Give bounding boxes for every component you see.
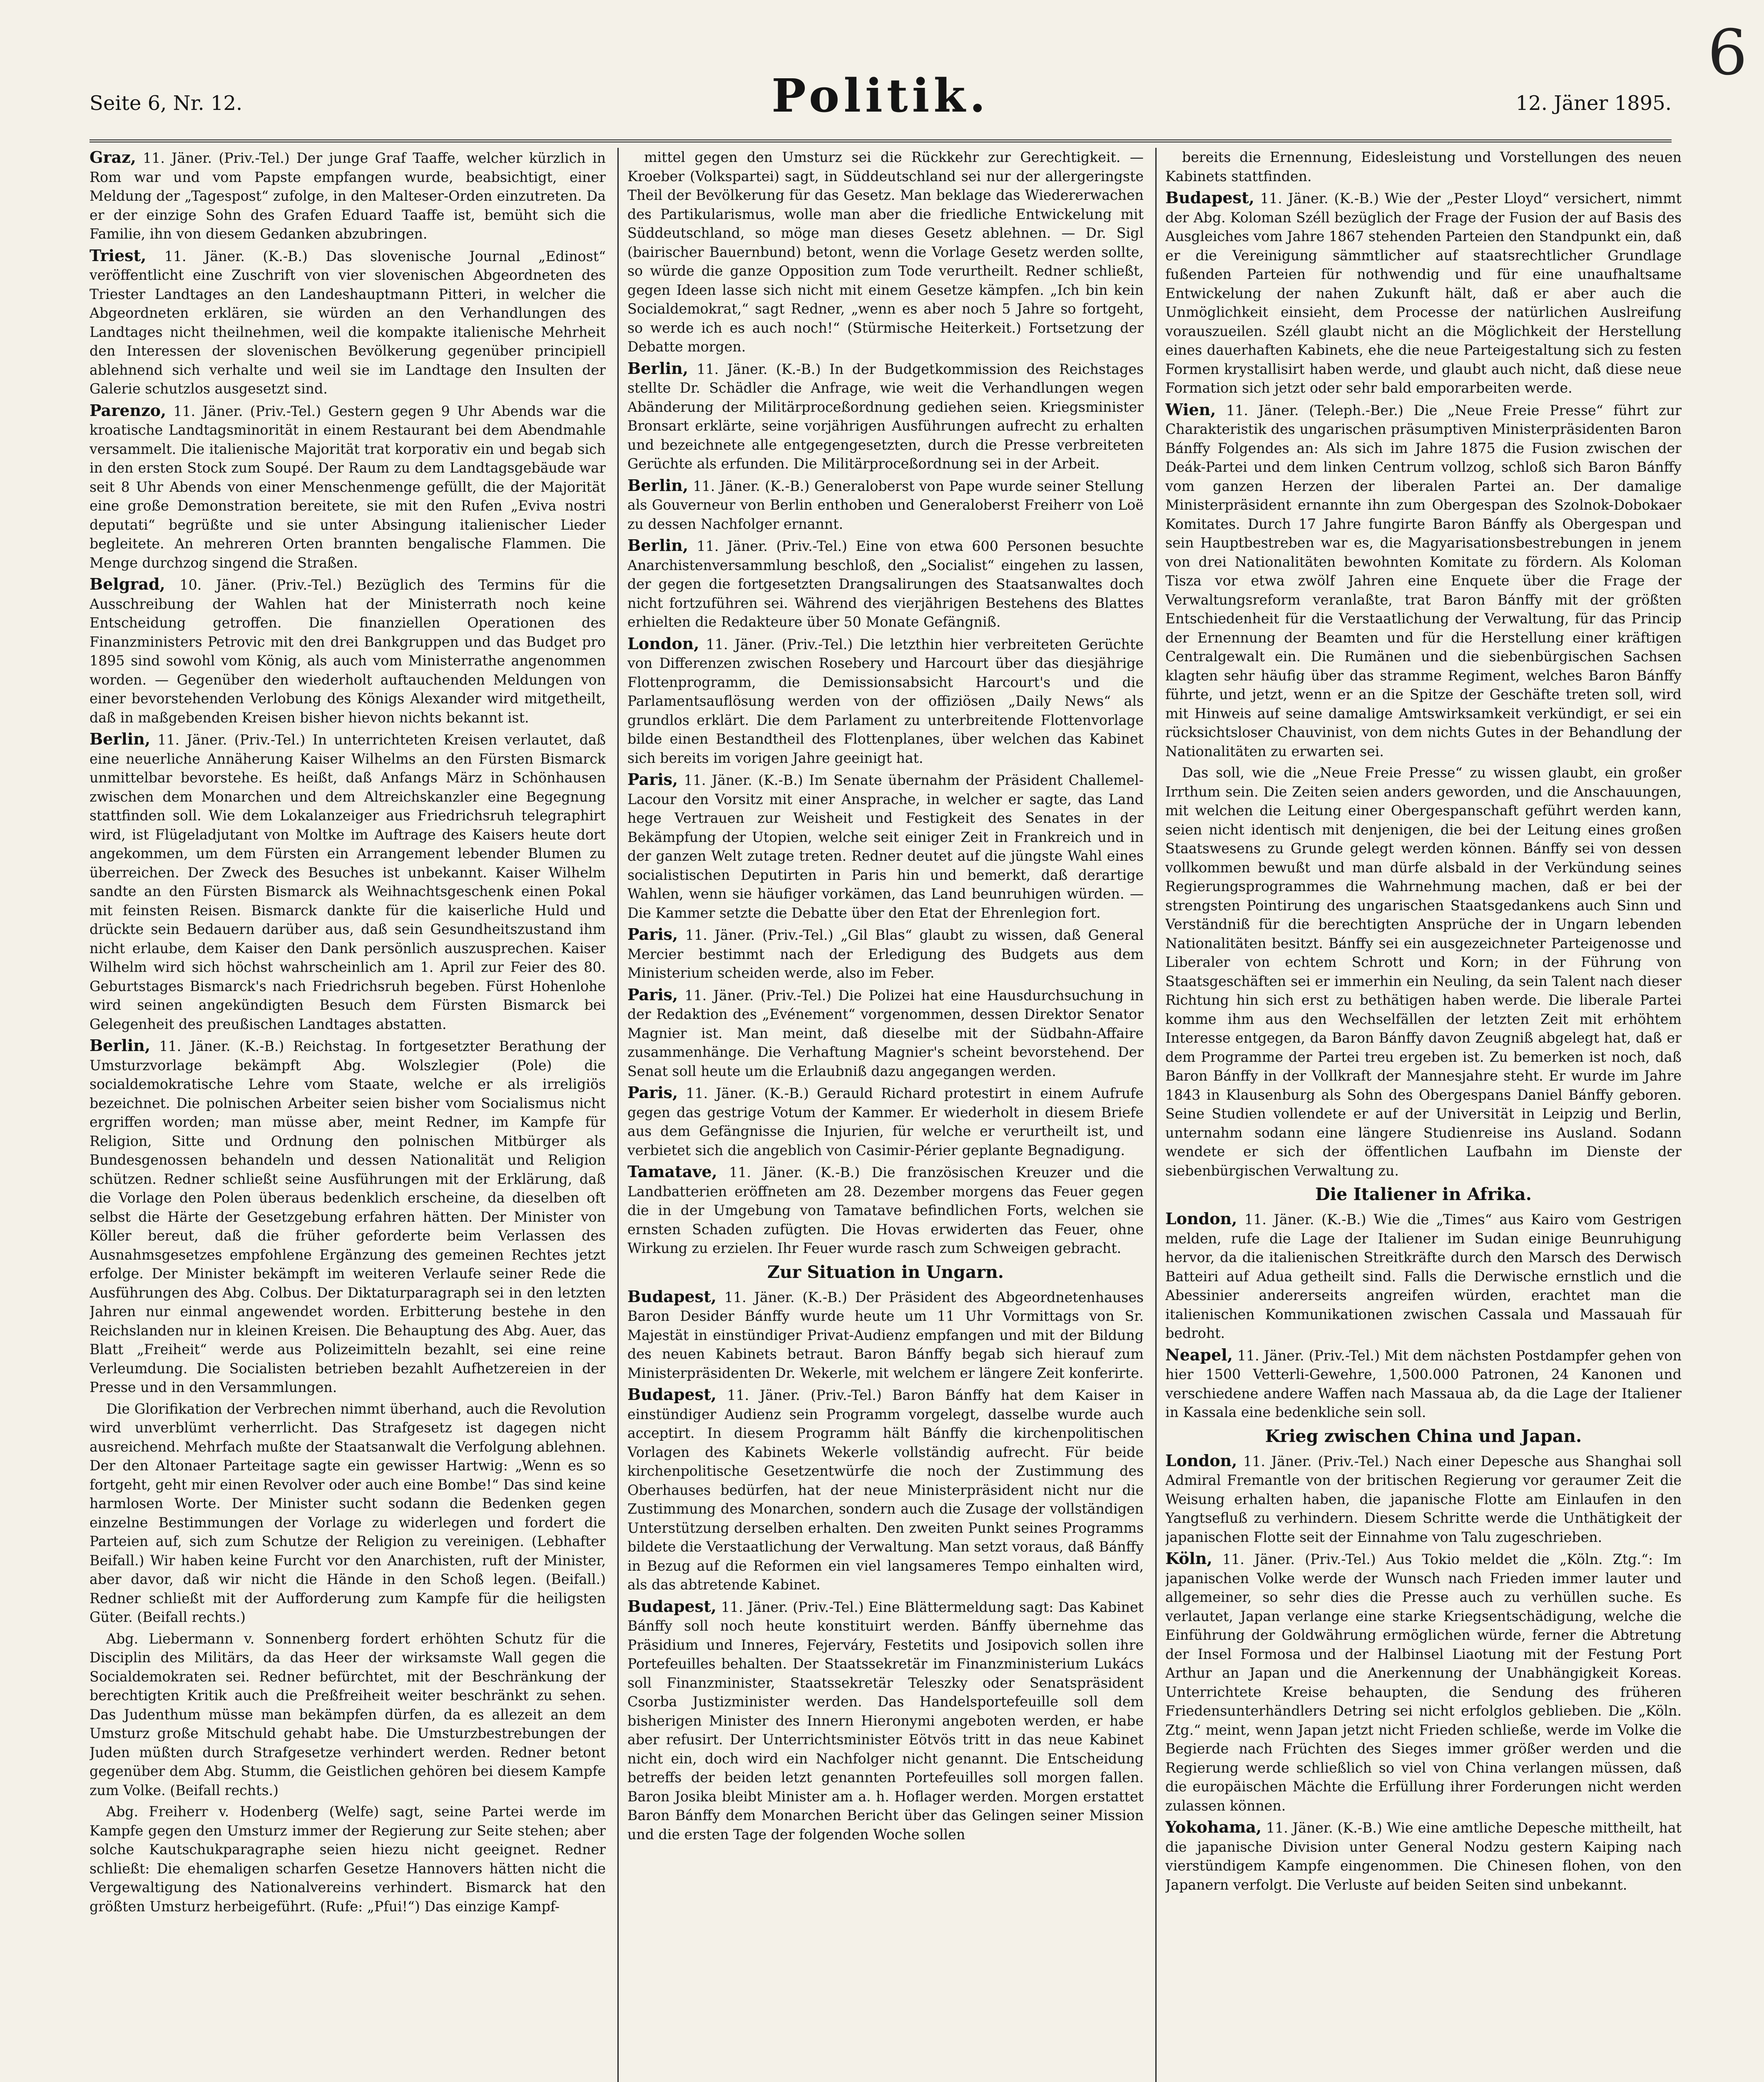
news-item [627, 770, 1144, 922]
news-text: 11. Jäner. (Priv.-Tel.) Die letzthin hier verbreiteten Gerüchte von Differenzen zwischen Rosebery und Harcourt über das diesjährige Flottenprogramm, die Demissionsabsicht Harcourt's und die Parlamentsauflösung werden von der offiziösen „Daily News“ als grundlos erklärt. Die dem Parlament zu unterbreitende Flottenvorlage bilde einen Bestandtheil des Flottenplanes, über welchen das Kabinet sich bereits im vorigen Jahre geeinigt hat. [627, 636, 1144, 766]
news-item [1165, 188, 1682, 398]
news-item [90, 148, 606, 244]
dateline: Berlin, [90, 730, 151, 748]
dateline: Paris, [627, 1083, 678, 1102]
news-text: Abg. Liebermann v. Sonnenberg fordert erhöhten Schutz für die Disciplin des Militärs, da das Heer der wirksamste Wall gegen die Socialdemokraten sei. Redner befürchtet, mit der Beschränkung der berechtigten Kritik auch die Preßfreiheit weiter beschränkt zu sehen. Das Judenthum müsse man bekämpfen dürfen, da es allezeit an dem Umsturz große Mitschuld gehabt habe. Die Umsturzbestrebungen der Juden müßten durch Strafgesetze verhindert werden. Redner betont gegenüber dem Abg. Stumm, die Geistlichen gehören bei diesem Kampfe zum Volke. (Beifall rechts.) [90, 1630, 606, 1798]
column-right [1165, 148, 1682, 2082]
news-text: 11. Jäner. (K.-B.) Wie der „Pester Lloyd“ versichert, nimmt der Abg. Koloman Széll bezüglich der Frage der Fusion der auf Basis des Ausgleiches vom Jahre 1867 stehenden Parteien den Standpunkt ein, daß er die Vereinigung sämmtlicher auf staatsrechtlicher Grundlage fußenden Parteien für nothwendig und für eine unaufhaltsame Entwickelung der nahen Zukunft hält, daß er aber auch die Unmöglichkeit einsieht, dem Processe der natürlichen Auslreifung vorauszueilen. Széll glaubt nicht an die Möglichkeit der Herstellung eines dauerhaften Kabinets, ehe die neue Parteigestaltung sich zu festen Formen krystallisirt haben werde, und glaubt auch nicht, daß diese neue Formation sich jetzt oder sehr bald emporarbeiten werde. [1165, 190, 1682, 396]
news-item [90, 401, 606, 573]
section-heading: Zur Situation in Ungarn. [767, 1262, 1004, 1282]
news-item [1165, 1451, 1682, 1547]
news-text: 11. Jäner. (Priv.-Tel.) Gestern gegen 9 Uhr Abends war die kroatische Landtagsminorität in einem Restaurant bei dem Abendmahle versammelt. Die italienische Majorität trat korporativ ein und begab sich in den ersten Stock zum Soupé. Der Raum zu dem Landtagsgebäude war seit 8 Uhr Abends von einer Menschenmenge gefüllt, die der Majorität eine große Demonstration bereitete, sie mit den Rufen „Eviva nostri deputati“ begrüßte und sie unter Absingung italienischer Lieder begleitete. An mehreren Orten brannten bengalische Flammen. Die Menge durchzog singend die Straßen. [90, 403, 606, 571]
news-item [627, 1287, 1144, 1383]
news-text: 11. Jäner. (Priv.-Tel.) Eine Blättermeldung sagt: Das Kabinet Bánffy soll noch heute konstituirt werden. Bánffy übernehme das Präsidium und Inneres, Fejerváry, Festetits und Josipovich sollen ihre Portefeuilles behalten. Der Staatssekretär im Finanzministerium Lukács soll Finanzminister, Staatssekretär Teleszky oder Senatspräsident Csorba Justizminister werden. Das Handelsportefeuille soll dem bisherigen Minister des Innern Hieronymi angeboten werden, er habe aber refusirt. Der Unterrichtsminister Eötvös tritt in das neue Kabinet nicht ein, doch wird ein Nachfolger nicht genannt. Die Entscheidung betreffs der beiden letzt genannten Portefeuilles soll morgen fallen. Baron Josika bleibt Minister am a. h. Hoflager werden. Morgen erstattet Baron Bánffy dem Monarchen Bericht über das Gelingen seiner Mission und die ersten Tage der folgenden Woche sollen [627, 1599, 1144, 1843]
dateline: Köln, [1165, 1549, 1212, 1568]
news-item [90, 730, 606, 1034]
news-item [627, 925, 1144, 983]
news-item [90, 1802, 606, 1916]
news-text: 11. Jäner. (Priv.-Tel.) In unterrichteten Kreisen verlautet, daß eine neuerliche Annäherung Kaiser Wilhelms an den Fürsten Bismarck unmittelbar bevorstehe. Es heißt, daß Anfangs März in Schönhausen zwischen dem Monarchen und dem Altreichskanzler eine Begegnung stattfinden soll. Wie dem Lokalanzeiger aus Friedrichsruh telegraphirt wird, ist Flügeladjutant von Moltke im Auftrage des Kaisers heute dort angekommen, um dem Fürsten ein Arrangement lebender Blumen zu überreichen. Der Zweck des Besuches ist unbekannt. Kaiser Wilhelm sandte an den Fürsten Bismarck als Weihnachtsgeschenk einen Pokal mit feinsten Reisen. Bismarck dankte für die kaiserliche Huld und drückte sein Bedauern darüber aus, daß sein Gesundheitszustand ihm nicht erlaube, dem Kaiser den Dank persönlich auszusprechen. Kaiser Wilhelm wird sich höchst wahrscheinlich am 1. April zur Feier des 80. Geburtstages Bismarck's nach Friedrichsruh begeben. Fürst Hohenlohe wird seinen angekündigten Besuch dem Fürsten Bismarck bei Gelegenheit des preußischen Landtages abstatten. [90, 732, 606, 1032]
news-item [1165, 763, 1682, 1180]
dateline: Paris, [627, 925, 678, 944]
news-item [1165, 148, 1682, 186]
news-text: 11. Jäner. (K.-B.) Reichstag. In fortgesetzter Berathung der Umsturzvorlage bekämpft Abg. Wolszlegier (Pole) die socialdemokratische Lehre vom Staate, welche er als irreligiös bezeichnet. Die polnischen Arbeiter seien bisher vom Socialismus nicht ergriffen worden; man müsse aber, meint Redner, im Kampfe für Religion, Sitte und Ordnung den polnischen Mitbürger als Bundesgenossen behandeln und dessen Nationalität und Religion schützen. Redner schließt seine Ausführungen mit der Erklärung, daß die Vorlage den Polen überaus bedenklich erscheine, da dieselben oft selbst die Härte der Gesetzgebung erfahren hätten. Der Minister von Köller bereut, daß die früher geforderte beim Verlassen des Ausnahmsgesetzes empfohlene Ergänzung des gemeinen Rechtes jetzt erfolge. Der Minister bekämpft im weiteren Verlaufe seiner Rede die Ausführungen des Abg. Colbus. Der Diktaturparagraph sei in den letzten Jahren nur einmal angewendet worden. Erbitterung bestehe in den Reichslanden nur in kleinen Kreisen. Die Behauptung des Abg. Auer, das Blatt „Freiheit“ werde aus Polizeimitteln bezahlt, sei eine reine Verleumdung. Die Socialisten betrieben bezahlt Aufhetzereien in der Presse und in den Versammlungen. [90, 1038, 606, 1395]
news-item [1165, 1345, 1682, 1422]
news-text: 11. Jäner. (Priv.-Tel.) Eine von etwa 600 Personen besuchte Anarchistenversammlung beschloß, den „Socialist“ eingehen zu lassen, der gegen die fortgesetzten Drangsalirungen des Staatsanwaltes doch nicht fortzuführen sei. Während des vierjährigen Bestehens des Blattes erhielten die Redakteure über 50 Monate Gefängniß. [627, 538, 1144, 630]
news-text: 11. Jäner. (Priv.-Tel.) Aus Tokio meldet die „Köln. Ztg.“: Im japanischen Volke werde der Wunsch nach Frieden immer lauter und allgemeiner, so sehr dies die Presse auch zu verhüllen suche. Es verlautet, Japan verlange eine starke Kriegsentschädigung, welche die Einführung der Goldwährung ermöglichen würde, ferner die Abtretung der Insel Formosa und der Halbinsel Liaotung mit der Festung Port Arthur an Japan und die Anerkennung der Unabhängigkeit Koreas. Unterrichtete Kreise behaupten, die Sendung des früheren Friedensunterhändlers Detring sei nicht erfolglos geblieben. Die „Köln. Ztg.“ meint, wenn Japan jetzt nicht Frieden schließe, werde im Volke die Begierde nach Früchten des Sieges immer größer werden und die Regierung werde schließlich so viel von China verlangen müssen, daß die europäischen Mächte die Erfüllung ihrer Forderungen nicht werden zulassen können. [1165, 1551, 1682, 1814]
news-text: 11. Jäner. (K.-B.) Wie eine amtliche Depesche mittheilt, hat die japanische Division unter General Nodzu gestern Kaiping nach vierstündigem Kampfe eingenommen. Die Chinesen flohen, von den Japanern verfolgt. Die Verluste auf beiden Seiten sind unbekannt. [1165, 1820, 1682, 1893]
news-text: 11. Jäner. (Priv.-Tel.) Mit dem nächsten Postdampfer gehen von hier 1500 Vetterli-Gewehre, 1,500.000 Patronen, 24 Kanonen und verschiedene andere Waffen nach Massaua ab, da die Lage der Italiener in Kassala eine bedenkliche sein soll. [1165, 1347, 1682, 1420]
dateline: London, [627, 634, 699, 653]
news-item [627, 1162, 1144, 1258]
news-text: 11. Jäner. (K.-B.) Wie die „Times“ aus Kairo vom Gestrigen melden, rufe die Lage der Italiener im Sudan einige Beunruhigung hervor, da die italienischen Streitkräfte durch den Marsch des Derwisch Batteiri auf Adua getheilt sind. Falls die Derwische ernstlich und die Abessinier andererseits angreifen würden, erachtet man die italienischen Kommunikationen zwischen Cassala und Massauah für bedroht. [1165, 1211, 1682, 1341]
news-text: 11. Jäner. (Teleph.-Ber.) Die „Neue Freie Presse“ führt zur Charakteristik des ungarischen präsumptiven Ministerpräsidenten Baron Bánffy Folgendes an: Als sich im Jahre 1875 die Fusion zwischen der Deák-Partei und dem linken Centrum vollzog, schloß sich Baron Bánffy vom ganzen Herzen der liberalen Partei an. Der damalige Ministerpräsident ernannte ihn zum Obergespan des Szolnok-Dobokaer Komitates. Durch 17 Jahre fungirte Baron Bánffy als Obergespan und sein Hauptbestreben war es, die Magyarisationsbestrebungen in jenem von drei Nationalitäten bewohnten Komitate zu fördern. Als Koloman Tisza vor etwa zwölf Jahren eine Enquete über die Frage der Verwaltungsreform veranlaßte, trat Baron Bánffy mit der größten Entschiedenheit für die Verstaatlichung der Verwaltung, für das Princip der Ernennung der Beamten und für die Herstellung einer kräftigen Centralgewalt ein. Die Rumänen und die siebenbürgischen Sachsen klagten sehr häufig über das stramme Regiment, welches Baron Bánffy führte, und jetzt, wenn er an die Spitze der Geschäfte treten soll, wird mit Hinweis auf seine damalige Amtswirksamkeit verkündigt, er sei ein rücksichtsloser Chauvinist, von dem nichts Gutes in der Behandlung der Nationalitäten zu erwarten sei. [1165, 402, 1682, 760]
news-text: 11. Jäner. (Priv.-Tel.) Nach einer Depesche aus Shanghai soll Admiral Fremantle von der britischen Regierung vor geraumer Zeit die Weisung erhalten haben, die japanische Flotte am Einlaufen in den Yangtsefluß zu verhindern. Diesem Schritte werde die Unthätigkeit der japanischen Flotte seit der Einnahme von Talu zugeschrieben. [1165, 1453, 1682, 1545]
dateline: Paris, [627, 985, 678, 1004]
news-text: mittel gegen den Umsturz sei die Rückkehr zur Gerechtigkeit. — Kroeber (Volkspartei) sagt, in Süddeutschland sei nur der allergeringste Theil der Bevölkerung für das Gesetz. Man beklage das Wiedererwachen des Partikularismus, wolle man aber die friedliche Entwickelung mit Süddeutschland, so möge man dieses Gesetz ablehnen. — Dr. Sigl (bairischer Bauernbund) betont, wenn die Vorlage Gesetz werden sollte, so würde die ganze Opposition zum Tode verurtheilt. Redner schließt, gegen Ideen lasse sich nicht mit einem Gesetze kämpfen. „Ich bin kein Socialdemokrat,“ sagt Redner, „wenn es aber noch 5 Jahre so fortgeht, so werde ich es auch noch!“ (Stürmische Heiterkeit.) Fortsetzung der Debatte morgen. [627, 149, 1144, 355]
news-item [627, 1385, 1144, 1594]
news-item [627, 148, 1144, 356]
news-text: 11. Jäner. (K.-B.) In der Budgetkommission des Reichstages stellte Dr. Schädler die Anfrage, wie weit die Verhandlungen wegen Abänderung der Militärproceßordnung gediehen seien. Kriegsminister Bronsart erklärte, seine vorjährigen Ausführungen aufrecht zu erhalten und bezeichnete alle entgegengesetzten, durch die Presse verbreiteten Gerüchte als erfunden. Die Militärproceßordnung sei in der Arbeit. [627, 361, 1144, 472]
section-heading: Die Italiener in Afrika. [1315, 1184, 1532, 1204]
dateline: Wien, [1165, 400, 1216, 419]
news-item [90, 246, 606, 398]
section-heading: Krieg zwischen China und Japan. [1265, 1426, 1582, 1446]
news-item [627, 1083, 1144, 1160]
dateline: London, [1165, 1451, 1237, 1470]
news-item [90, 1400, 606, 1627]
news-text: 10. Jäner. (Priv.-Tel.) Bezüglich des Termins für die Ausschreibung der Wahlen hat der Ministerrath noch keine Entscheidung getroffen. Die finanziellen Operationen des Finanzministers Petrovic mit den drei Bankgruppen und das Budget pro 1895 sind sowohl vom König, als auch vom Ministerrathe angenommen worden. — Gegenüber den wiederholt auftauchenden Meldungen von einer bevorstehenden Verlobung des Königs Alexander wird mitgetheilt, daß in maßgebenden Kreisen bisher hievon nichts bekannt ist. [90, 577, 606, 726]
news-text: 11. Jäner. (Priv.-Tel.) Baron Bánffy hat dem Kaiser in einstündiger Audienz sein Programm vorgelegt, dasselbe wurde auch acceptirt. In diesem Programm hält Bánffy die kirchenpolitischen Vorlagen des Kabinets Wekerle vollständig aufrecht. Für beide kirchenpolitische Gesetzentwürfe die noch der Zustimmung des Oberhauses bedürfen, hat der neue Ministerpräsident nicht nur die Zustimmung des Monarchen, sondern auch die Zusage der vollständigen Unterstützung derselben erhalten. Den zweiten Punkt seines Programms bildete die Verstaatlichung der Verwaltung. Man setzt voraus, daß Bánffy in Bezug auf die Reformen ein viel langsameres Tempo einhalten wird, als das abtretende Kabinet. [627, 1387, 1144, 1593]
dateline: Berlin, [627, 476, 689, 495]
page-number: Seite 6, Nr. 12. [90, 92, 243, 115]
dateline: Budapest, [627, 1385, 717, 1404]
news-text: 11. Jäner. (K.-B.) Im Senate übernahm der Präsident Challemel-Lacour den Vorsitz mit einer Ansprache, in welcher er sagte, das Land hege Vertrauen zur Weisheit und Festigkeit des Senates in der Bekämpfung der Utopien, welche seit einiger Zeit in Frankreich und in der ganzen Welt zutage treten. Redner deutet auf die jüngste Wahl eines socialistischen Deputirten in Paris hin und bemerkt, daß derartige Wahlen, wenn sie häufiger vorkämen, das Land beunruhigen würden. — Die Kammer setzte die Debatte über den Etat der Ehrenlegion fort. [627, 772, 1144, 921]
dateline: Tamatave, [627, 1162, 717, 1181]
news-item [627, 536, 1144, 632]
news-text: 11. Jäner. (Priv.-Tel.) „Gil Blas“ glaubt zu wissen, daß General Mercier bestimmt nach der Erledigung des Budgets aus dem Ministerium scheiden werde, also im Feber. [627, 927, 1144, 981]
article-columns [90, 148, 1682, 2082]
news-text: Das soll, wie die „Neue Freie Presse“ zu wissen glaubt, ein großer Irrthum sein. Die Zeiten seien anders geworden, und die Anschauungen, mit welchen die Leitung einer Obergespanschaft geführt werden kann, seien nicht identisch mit denjenigen, die bei der Leitung eines großen Staatswesens zu Grunde gelegt werden können. Bánffy sei von dessen vollkommen bewußt und man dürfe alsbald in der Verkündung seines Regierungsprogrammes die Wahrnehmung machen, daß er bei der strengsten Pointirung des ungarischen Staatsgedankens auch Sinn und Verständniß für die berechtigten Ansprüche der in Ungarn lebenden Nationalitäten besitzt. Bánffy sei ein ausgezeichneter Parteigenosse und Liberaler von echtem Schrott und Korn; in der Führung von Staatsgeschäften sei er immerhin ein Neuling, da sein Talent nach dieser Richtung hin sich erst zu bethätigen haben werde. Die liberale Partei komme ihm aus den Wechselfällen der letzten Zeit mit erhöhtem Interesse entgegen, da Baron Bánffy davon Zeugniß abgelegt hat, daß er dem Programme der Partei treu ergeben ist. Zu bemerken ist noch, daß Baron Bánffy in der Vollkraft der Mannesjahre steht. Er wurde im Jahre 1843 in Klausenburg als Sohn des Obergespans Daniel Bánffy geboren. Seine Studien vollendete er auf der Universität in Leipzig und Berlin, unternahm sodann eine längere Studienreise ins Ausland. Sodann wendete er sich der öffentlichen Laufbahn im Dienste der siebenbürgischen Verwaltung zu. [1165, 765, 1682, 1179]
news-text: 11. Jäner. (K.-B.) Generaloberst von Pape wurde seiner Stellung als Gouverneur von Berlin enthoben und Generaloberst Freiherr von Loë zu dessen Nachfolger ernannt. [627, 478, 1144, 532]
dateline: Budapest, [1165, 188, 1254, 207]
news-item [90, 1629, 606, 1800]
column-left [90, 148, 606, 2082]
column-middle [627, 148, 1144, 2082]
news-item [627, 476, 1144, 534]
news-item [627, 359, 1144, 473]
page-section-title: Politik. [771, 69, 990, 122]
news-item [90, 575, 606, 727]
dateline: Budapest, [627, 1287, 717, 1306]
news-item [1165, 1549, 1682, 1815]
dateline: Budapest, [627, 1596, 717, 1616]
dateline: Belgrad, [90, 575, 165, 593]
dateline: London, [1165, 1209, 1237, 1228]
news-text: 11. Jäner. (K.-B.) Die französischen Kreuzer und die Landbatterien eröffneten am 28. Dezember morgens das Feuer gegen die in der Umgebung von Tamatave befindlichen Forts, welchen sie ernsten Schaden zufügten. Die Hovas erwiderten das Feuer, ohne Wirkung zu erzielen. Ihr Feuer wurde rasch zum Schweigen gebracht. [627, 1164, 1144, 1256]
issue-date: 12. Jäner 1895. [1515, 92, 1672, 115]
news-item [627, 1597, 1144, 1844]
news-item [627, 985, 1144, 1081]
news-item [90, 1036, 606, 1397]
dateline: Neapel, [1165, 1345, 1233, 1364]
dateline: Berlin, [90, 1036, 151, 1055]
news-item [627, 634, 1144, 768]
column-rule [617, 148, 619, 2082]
dateline: Graz, [90, 148, 136, 167]
news-text: 11. Jäner. (Priv.-Tel.) Die Polizei hat eine Hausdurchsuchung in der Redaktion des „Evénement“ vorgenommen, dessen Direktor Senator Magnier ist. Man meint, daß dieselbe mit der Südbahn-Affaire zusammenhänge. Die Verhaftung Magnier's scheint bevorstehend. Der Senat soll heute um die Erlaubniß dazu angegangen werden. [627, 987, 1144, 1079]
dateline: Berlin, [627, 359, 689, 378]
dateline: Paris, [627, 770, 678, 789]
news-text: 11. Jäner. (K.-B.) Der Präsident des Abgeordnetenhauses Baron Desider Bánffy wurde heute um 11 Uhr Vormittags von Sr. Majestät in einstündiger Privat-Audienz empfangen und mit der Bildung des neuen Kabinets betraut. Baron Bánffy begab sich hierauf zum Ministerpräsidenten Dr. Wekerle, mit welchem er längere Zeit konferirte. [627, 1289, 1144, 1381]
dateline: Berlin, [627, 536, 689, 555]
news-item [1165, 1818, 1682, 1894]
dateline: Triest, [90, 246, 147, 265]
margin-page-mark: 6 [1707, 17, 1747, 89]
news-text: Abg. Freiherr v. Hodenberg (Welfe) sagt, seine Partei werde im Kampfe gegen den Umsturz immer der Regierung zur Seite stehen; aber solche Kautschukparagraphe seien hiezu nicht geeignet. Redner schließt: Die ehemaligen scharfen Gesetze Hannovers hätten nicht die Vergewaltigung des Nationalvereins verhindert. Bismarck hat den größten Umsturz herbeigeführt. (Rufe: „Pfui!“) Das einzige Kampf- [90, 1803, 606, 1915]
news-text: 11. Jäner. (Priv.-Tel.) Der junge Graf Taaffe, welcher kürzlich in Rom war und vom Papste empfangen wurde, beabsichtigt, einer Meldung der „Tagespost“ zufolge, in den Malteser-Orden einzutreten. Da er der einzige Sohn des Grafen Eduard Taaffe ist, bemüht sich die Familie, ihn von diesem Gedanken abzubringen. [90, 150, 606, 242]
news-item [1165, 1209, 1682, 1343]
news-text: 11. Jäner. (K.-B.) Gerauld Richard protestirt in einem Aufrufe gegen das gestrige Votum der Kammer. Er wiederholt in diesem Briefe aus dem Gefängnisse die Injurien, für welche er verurtheilt ist, und verbietet sich die angeblich von Casimir-Périer geplante Begnadigung. [627, 1085, 1144, 1158]
news-text: 11. Jäner. (K.-B.) Das slovenische Journal „Edinost“ veröffentlicht eine Zuschrift von vier slovenischen Abgeordneten des Triester Landtages an den Landeshauptmann Pitteri, in welcher die Abgeordneten erklären, sie würden an den Verhandlungen des Landtages nicht theilnehmen, weil die kompakte italienische Mehrheit den Interessen der slovenischen Bevölkerung gegenüber principiell ablehnend sich verhalte und weil sie im Landtage den Insulten der Galerie schutzlos ausgesetzt sind. [90, 248, 606, 397]
news-text: bereits die Ernennung, Eidesleistung und Vorstellungen des neuen Kabinets stattfinden. [1165, 149, 1682, 184]
news-text: Die Glorifikation der Verbrechen nimmt überhand, auch die Revolution wird unverblümt verherrlicht. Das Strafgesetz ist dagegen nicht ausreichend. Mehrfach mußte der Staatsanwalt die Verfolgung ablehnen. Der den Altonaer Parteitage sagte ein gewisser Hartwig: „Wenn es so fortgeht, geht mir einen Revolver oder auch eine Bombe!“ Das sind keine harmlosen Worte. Der Minister sucht sodann die Bedenken gegen einzelne Bestimmungen der Vorlage zu widerlegen und fordert die Parteien auf, sich zum Schutze der Religion zu vereinigen. (Lebhafter Beifall.) Wir haben keine Furcht vor den Anarchisten, ruft der Minister, aber davor, daß wir nicht die Hände in den Schoß legen. (Beifall.) Redner schließt mit der Aufforderung zum Kampfe für die heiligsten Güter. (Beifall rechts.) [90, 1400, 606, 1625]
dateline: Yokohama, [1165, 1818, 1262, 1836]
column-rule [1155, 148, 1157, 2082]
dateline: Parenzo, [90, 401, 167, 420]
page-header [90, 69, 1672, 142]
news-item [1165, 400, 1682, 761]
